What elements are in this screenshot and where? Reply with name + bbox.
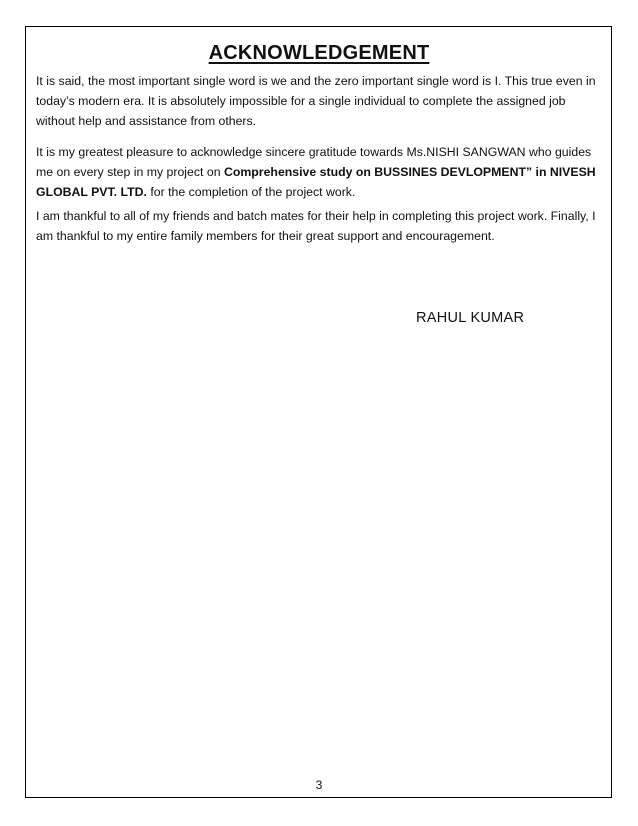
project-title: Comprehensive study on BUSSINES DEVLOPMENT” in NIVESH GLOBAL PVT. LTD. [36, 165, 596, 199]
paragraph-gratitude-end: for the completion of the project work. [146, 185, 356, 199]
paragraph-gratitude [36, 142, 596, 202]
author-signature: RAHUL KUMAR [416, 310, 525, 326]
page-title: ACKNOWLEDGEMENT [208, 42, 430, 64]
page-number: 3 [315, 778, 323, 792]
paragraph-intro: It is said, the most important single word is we and the zero important single word is I. This true even in today’s modern era. It is absolutely impossible for a single individual to complete the assigned job without help and assistance from others. [36, 74, 596, 128]
paragraph-thanks: I am thankful to all of my friends and batch mates for their help in completing this project work. Finally, I am thankful to my entire family members for their great support and encouragement. [36, 209, 596, 243]
paragraph-gratitude-intro: It is my greatest pleasure to acknowledge sincere gratitude towards Ms.NISHI SANGWAN who guides me on every step in my project on [36, 145, 592, 179]
